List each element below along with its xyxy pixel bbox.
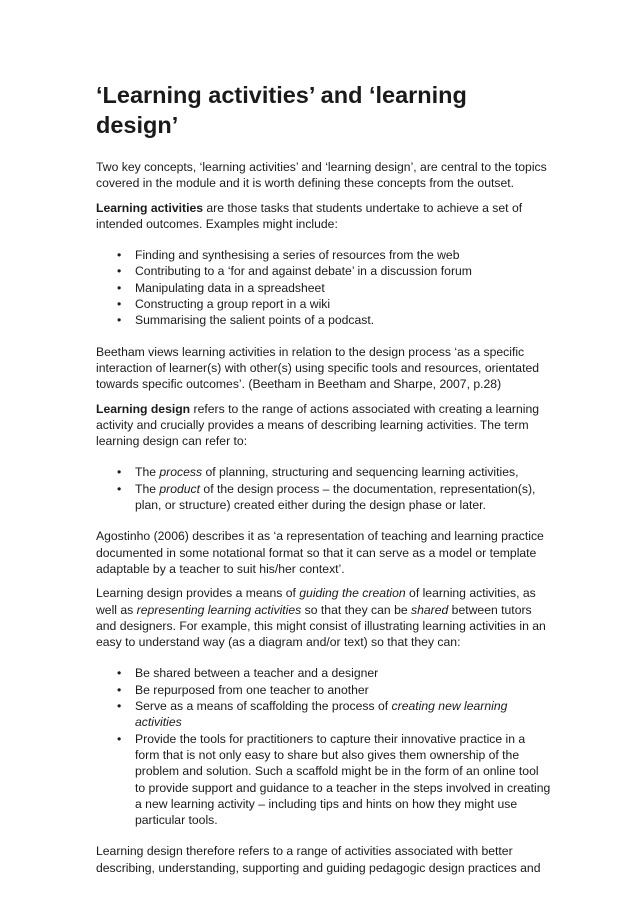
learning-design-refers-list [96,464,552,513]
list-item: • Contributing to a ‘for and against debate’ in a discussion forum [117,264,472,279]
bullet-icon: • [117,731,122,746]
bullet-icon: • [117,666,122,681]
bullet-icon: • [117,465,122,480]
list-item: • Serve as a means of scaffolding the process of creating new learning activities [117,699,508,730]
bullet-icon: • [117,248,122,263]
learning-activities-definition [96,200,552,233]
agostinho-paragraph: Agostinho (2006) describes it as ‘a representation of teaching and learning practice documented in some notational format so that it can serve as a model or template adaptable by a teacher to suit his/her context’. [96,529,544,576]
page-title: ‘Learning activities’ and ‘learning design’ [96,82,467,138]
list-item: • Provide the tools for practitioners to capture their innovative practice in a form that is not only easy to share but also gives them ownership of the problem and solution. Such a scaffold might be in the form of an online tool to provide support and guidance to a teacher in the steps involved in creating a new learning activity – including tips and hints on how they might use particular tools. [117,731,551,828]
bullet-icon: • [117,699,122,714]
list-item: • Be shared between a teacher and a designer [117,666,379,681]
beetham-paragraph: Beetham views learning activities in relation to the design process ‘as a specific interaction of learner(s) with other(s) using specific tools and resources, orientated towards specific outcomes’. (Beetham in Beetham and Sharpe, 2007, p.28) [96,344,540,392]
bullet-icon: • [117,264,122,279]
term-learning-design: Learning design [96,401,191,416]
list-item: • Finding and synthesising a series of resources from the web [117,248,460,263]
bullet-icon: • [117,313,122,328]
bullet-icon: • [117,297,122,312]
bullet-icon: • [117,682,122,697]
list-item: • Constructing a group report in a wiki [117,297,331,312]
closing-paragraph: Learning design therefore refers to a range of activities associated with better describing, understanding, supporting and guiding pedagogic design practices and [96,844,541,875]
definition-text: refers to the range of actions associated with creating a learning activity and crucially provides a means of describing learning activities. The term learning design can refer to: [96,401,540,449]
definition-text: are those tasks that students undertake to achieve a set of intended outcomes. Examples might include: [96,200,523,231]
term-learning-activities: Learning activities [96,200,204,215]
list-item: • Manipulating data in a spreadsheet [117,280,325,295]
bullet-icon: • [117,280,122,295]
intro-paragraph: Two key concepts, ‘learning activities’ and ‘learning design’, are central to the topics covered in the module and it is worth defining these concepts from the outset. [96,160,547,191]
bullet-icon: • [117,481,122,496]
list-item: • Summarising the salient points of a podcast. [117,313,375,328]
learning-design-means-paragraph: Learning design provides a means of guiding the creation of learning activities, as well as representing learning activities so that they can be shared between tutors and designers. For example, this might consist of illustrating learning activities in an easy to understand way (as a diagram and/or text) so that they can: [96,586,546,650]
list-item: • The product of the design process – the documentation, representation(s), plan, or structure) created either during the design phase or later. [117,481,536,513]
list-item: • The process of planning, structuring and sequencing learning activities, [117,465,519,480]
learning-design-definition [96,401,552,450]
learning-activity-examples-list [96,247,552,328]
shareable-uses-list [96,665,552,828]
list-item: • Be repurposed from one teacher to another [117,682,369,697]
